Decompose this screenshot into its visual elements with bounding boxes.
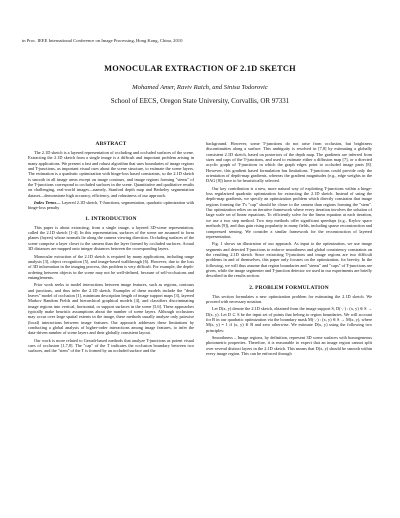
body-paragraph: Our key contribution is a new, more natural way of exploiting T-junctions within a hinge-loss regularized quadratic optimization for extracting the 2.1D sketch. Instead of using the depth-map gradients, we specify an optimization problem which directly constrains that image regions forming the T's "cap" should be closer to the camera than regions forming the "stem". Our optimization relies on an iterative framework where every iteration involves the solution of large scale set of linear equations. To efficiently solve for the linear equation at each iteration, we use a two step method. Two step methods offer significant speedups (e.g., Krylov space methods [9]), and thus gain rising popularity in many fields, including sparse reconstruction and compressed sensing. We consider a similar framework for the reconstruction of layered representation. [206,185,372,239]
right-column [206,141,372,358]
section2-paragraph: This section formulates a new optimization problem for estimating the 2.1D sketch. We proceed with necessary notation. [206,293,372,304]
problem-formulation-heading: 2. PROBLEM FORMULATION [249,284,329,291]
index-terms-label: Index Terms— [34,200,61,206]
body-paragraph: background. However, some T-junctions do not arise from occlusion, but brightness discontinuities along a surface. This ambiguity is resolved in [7,8] by estimating a globally consistent 2.1D sketch, based on posteriors of the depth map. The gradients are inferred from sizes and caps of the T-junctions, and used to estimate either a diffusion map [7], or a directed acyclic graph of T-junctions in which the graph edges point to occluded image parts [8]. However, this gradient based formulation has limitations. T-junctions could provide only the orientation of depth-map gradients, whereas the gradient magnitudes (e.g., edge weights in the DAG [8]) have to be heuristically selected. [206,141,372,184]
affiliation: School of EECS, Oregon State University, Corvallis, OR 97331 [110,97,290,105]
body-paragraph: Fig. 1 shows an illustration of our approach. As input to the optimization, we use image segments and detected T-junctions to enforce smoothness and global consistency constraints on the resulting 2.1D sketch. Since extracting T-junctions and image regions are two difficult problems in and of themselves, this paper only focuses on the optimization, for brevity. In the following, we will thus assume that region boundaries and "stems" and "caps" of T-junctions are given, while the image segmenter and T-junction detector we used in our experiments are briefly described in the results section. [206,241,372,279]
left-column [28,138,194,356]
intro-paragraph: Our work is more related to Gestalt-based methods that analyze T-junctions as potent visual cues of occlusion [1,7,8]. The "cap" of the T indicates the occlusion boundary between two surfaces, and the "stem" of the T is formed by an occluded surface and the [28,337,194,354]
index-terms-text: Layered 2.1D sketch, T-Junctions, segmentation, quadratic optimization with hinge-loss penalty [28,200,194,211]
conference-note: in Proc. IEEE International Conference on Image Processing, Hong Kong, China, 2010 [22,38,183,43]
section2-paragraph: Let D(x, y) denote the 2.1D sketch, obtained from the image support S, D(·,·) : (x, y) ∈ S → D(x, y). Let D ⊂ S be the input set of points that belong to region boundaries. We will account for B in our quadratic optimization via the boundary mask M(·,·) : (x, y) ∈ S → M(x, y), where M(x, y) = 1 if (x, y) ∈ B and zero otherwise. We estimate D(x, y) using the following two principles: [206,306,372,333]
intro-paragraph: Monocular extraction of the 2.1D sketch is required by many applications, including range analysis [3], object recognition [5], and image-based wallthrough [6]. However, due to the loss of 3D information in the imaging process, this problem is very difficult. For example, the depth-ordering between objects in the scene may not be well-defined, because of self-occlusions and entanglements. [28,253,194,280]
introduction-heading: 1. INTRODUCTION [85,215,137,222]
paper-title: MONOCULAR EXTRACTION OF 2.1D SKETCH [104,64,296,73]
intro-paragraph: Prior work seeks to model interactions between image features, such as regions, contours and junctions, and thus infer the 2.1D sketch. Examples of these models include the "dead leaves" model of occlusion [1], minimum description length of image support maps [3], layered Markov Random Fields and hierarchical graphical models [4], and classifiers discriminating image regions into vertical, horizontal, or support surfaces in the scene [5,6]. These approaches typically make heuristic assumptions about the number of scene layers. Although occlusions may occur over large spatial extents in the image, these methods usually analyze only pairwise (local) interactions between image features. Our approach addresses these limitations by conducting a global analysis of higher-order interactions among image features, to infer the data-driven number of scene layers and their globally consistent layout. [28,282,194,336]
index-terms [28,200,194,211]
author-list: Mohamed Amer, Raviv Raich, and Sinisa Todorovic [132,84,268,91]
intro-paragraph: This paper is about extracting, from a single image, a layered 3D-scene representation, called the 2.1D sketch [1-4]. In this representation, surfaces of the scene are assumed to form planes (layers) whose normals lie along the camera viewing direction. Occluding surfaces of the scene comprise a layer closer to the camera than the layer formed by occluded surfaces. Actual 3D distances are mapped onto integer distances between the corresponding layers. [28,224,194,252]
abstract-heading: ABSTRACT [95,141,127,147]
abstract-body: The 2.1D sketch is a layered representation of occluding and occluded surfaces of the scene. Extracting the 2.1D sketch from a single image is a difficult and important problem arising in many applications. We present a fast and robust algorithm that uses boundaries of image regions and T-junctions, as important visual cues about the scene structure, to estimate the scene layers. The estimation is a quadratic optimization with hinge-loss based constraints, so the 2.1D sketch is smooth in all image areas except on image contours, and image regions forming "stems" of the T-junctions correspond to occluded surfaces in the scene. Quantitative and qualitative results on challenging, real-world images—namely, Stanford depth map and Berkeley segmentation dataset—demonstrate high accuracy, efficiency, and robustness of our approach. [28,150,194,198]
section2-paragraph: Smoothness – Image regions, by definition, represent 3D scene surfaces with homogeneous photometric properties. Therefore, it is reasonable to expect that an image region cannot split over several distinct layers in the 2.1D sketch. This means that D(x, y) should be smooth within every image region. This can be enforced through [206,335,372,357]
